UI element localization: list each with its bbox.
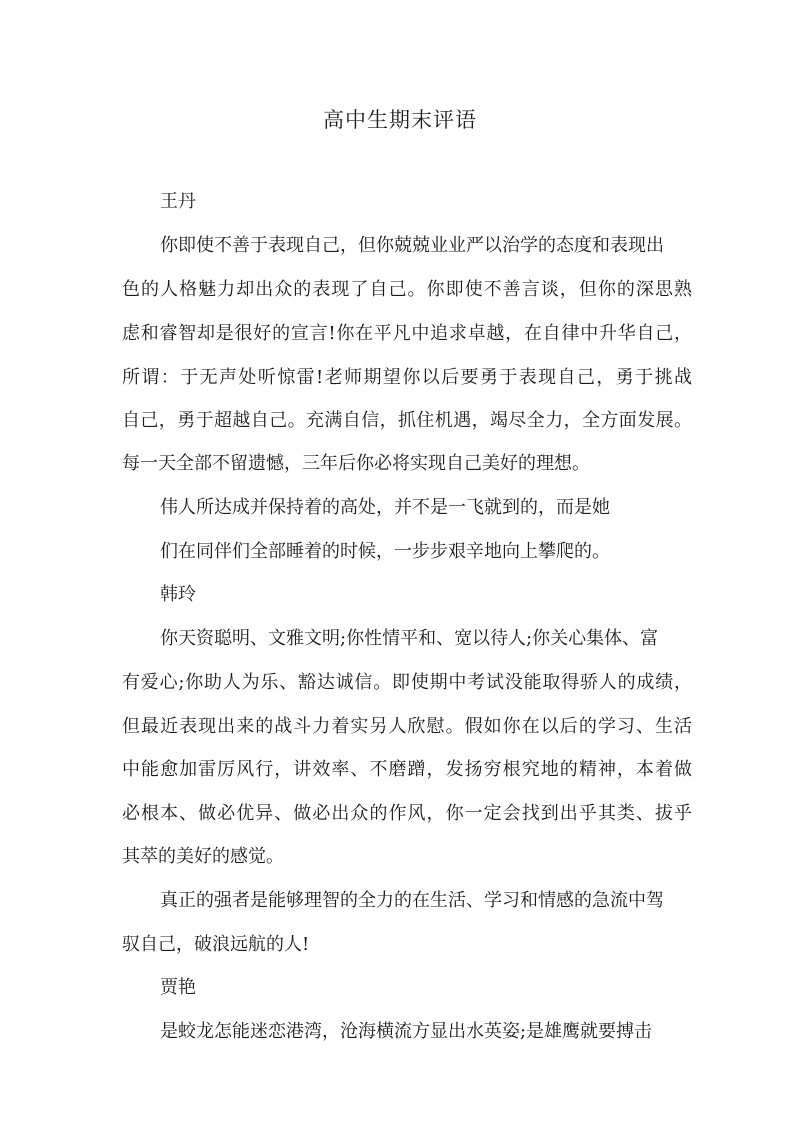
student-name: 王丹 bbox=[160, 191, 196, 212]
comment-line: 每一天全部不留遗憾，三年后你必将实现自己美好的理想。 bbox=[122, 453, 590, 474]
quote-line: 们在同伴们全部睡着的时候，一步步艰辛地向上攀爬的。 bbox=[160, 541, 610, 562]
student-name: 韩玲 bbox=[160, 584, 196, 605]
comment-line: 虑和睿智却是很好的宣言!你在平凡中追求卓越，在自律中升华自己， bbox=[122, 323, 692, 344]
student-name: 贾艳 bbox=[160, 977, 196, 998]
comment-line: 必根本、做必优异、做必出众的作风，你一定会找到出乎其类、拔乎 bbox=[122, 803, 692, 824]
comment-line: 所谓：于无声处听惊雷!老师期望你以后要勇于表现自己，勇于挑战 bbox=[122, 367, 692, 388]
comment-line: 中能愈加雷厉风行，讲效率、不磨蹭，发扬穷根究地的精神，本着做 bbox=[122, 759, 692, 780]
comment-line: 其萃的美好的感觉。 bbox=[122, 846, 284, 867]
document-title: 高中生期末评语 bbox=[323, 108, 477, 132]
comment-line: 是蛟龙怎能迷恋港湾，沧海横流方显出水英姿;是雄鹰就要搏击 bbox=[160, 1021, 653, 1042]
comment-line: 有爱心;你助人为乐、豁达诚信。即使期中考试没能取得骄人的成绩， bbox=[122, 672, 692, 693]
quote-line: 驭自己，破浪远航的人! bbox=[122, 934, 310, 955]
comment-line: 色的人格魅力却出众的表现了自己。你即使不善言谈，但你的深思熟 bbox=[122, 279, 692, 300]
comment-line: 你天资聪明、文雅文明;你性情平和、宽以待人;你关心集体、富 bbox=[160, 628, 659, 649]
quote-line: 真正的强者是能够理智的全力的在生活、学习和情感的急流中驾 bbox=[160, 890, 664, 911]
comment-line: 自己，勇于超越自己。充满自信，抓住机遇，竭尽全力，全方面发展。 bbox=[122, 410, 692, 431]
quote-line: 伟人所达成并保持着的高处，并不是一飞就到的，而是她 bbox=[160, 497, 610, 518]
comment-line: 你即使不善于表现自己，但你兢兢业业严以治学的态度和表现出 bbox=[160, 235, 664, 256]
comment-line: 但最近表现出来的战斗力着实另人欣慰。假如你在以后的学习、生活 bbox=[122, 716, 692, 737]
